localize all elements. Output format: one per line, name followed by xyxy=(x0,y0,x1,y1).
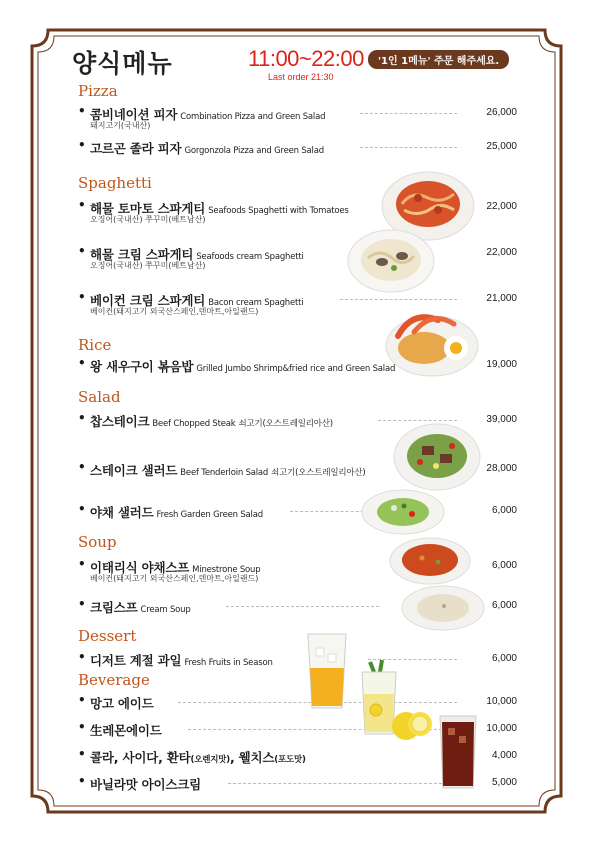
leader-dots xyxy=(228,783,457,784)
item-name-en: Gorgonzola Pizza and Green Salad xyxy=(184,146,324,156)
category-salad: Salad xyxy=(78,388,121,406)
item-origin: 오징어(국내산) 쭈꾸미(베트남산) xyxy=(90,261,206,270)
leader-dots xyxy=(360,147,457,148)
item-name: 왕 새우구이 볶음밥 xyxy=(90,359,194,374)
cola-photo xyxy=(438,712,478,790)
garden-salad-photo xyxy=(360,488,446,536)
last-order-time: Last order 21:30 xyxy=(268,72,334,82)
item-name-en: Beef Chopped Steak xyxy=(152,419,236,429)
item-name-en: Grilled Jumbo Shrimp&fried rice and Green Salad xyxy=(196,364,396,374)
steak-salad-photo xyxy=(392,422,482,492)
item-name: 디저트 계절 과일 xyxy=(90,653,182,668)
bullet-icon: • xyxy=(78,774,86,788)
order-notice-badge: '1인 1메뉴' 주문 해주세요. xyxy=(368,50,509,69)
shrimp-rice-photo xyxy=(384,306,480,378)
cream-soup-photo xyxy=(400,584,486,632)
bullet-icon: • xyxy=(78,411,86,425)
item-origin: 쇠고기(오스트레일리아산) xyxy=(271,468,366,478)
item-name: 크림스프 xyxy=(90,600,138,615)
item-price: 6,000 xyxy=(491,505,517,516)
item-origin: 쇠고기(오스트레일리아산) xyxy=(238,419,333,429)
item-name: 콤비네이션 피자 xyxy=(90,107,178,122)
bullet-icon: • xyxy=(78,138,86,152)
bullet-icon: • xyxy=(78,460,86,474)
item-name: 生레몬에이드 xyxy=(90,723,162,738)
item-price: 19,000 xyxy=(486,359,517,370)
item-price: 28,000 xyxy=(486,463,517,474)
category-spaghetti: Spaghetti xyxy=(78,174,152,192)
item-price: 6,000 xyxy=(491,560,517,571)
item-origin: 돼지고기(국내산) xyxy=(90,121,151,130)
category-dessert: Dessert xyxy=(78,627,137,645)
item-price: 10,000 xyxy=(486,723,517,734)
item-price: 6,000 xyxy=(491,600,517,611)
item-price: 22,000 xyxy=(486,247,517,258)
bullet-icon: • xyxy=(78,597,86,611)
mango-ade-photo xyxy=(304,628,350,712)
menu-item-combination-pizza xyxy=(78,104,517,130)
item-price: 10,000 xyxy=(486,696,517,707)
item-name-en: Fresh Garden Green Salad xyxy=(156,510,263,520)
item-name-en: Combination Pizza and Green Salad xyxy=(180,112,326,122)
leader-dots xyxy=(226,606,379,607)
item-price: 4,000 xyxy=(491,750,517,761)
business-hours: 11:00~22:00 xyxy=(248,46,364,71)
category-pizza: Pizza xyxy=(78,82,118,100)
item-price: 5,000 xyxy=(491,777,517,788)
item-name-welchs: , 웰치스 xyxy=(229,750,275,765)
item-price: 6,000 xyxy=(491,653,517,664)
item-name-en: Bacon cream Spaghetti xyxy=(208,298,304,308)
item-name-en: Cream Soup xyxy=(140,605,191,615)
bullet-icon: • xyxy=(78,650,86,664)
item-name-en: Fresh Fruits in Season xyxy=(184,658,273,668)
item-name: 스테이크 샐러드 xyxy=(90,463,178,478)
item-origin: 베이컨(돼지고기 외국산스페인,덴마트,아일랜드) xyxy=(90,574,259,583)
item-name-en: Minestrone Soup xyxy=(192,565,261,575)
item-price: 39,000 xyxy=(486,414,517,425)
item-price: 22,000 xyxy=(486,201,517,212)
item-price: 26,000 xyxy=(486,107,517,118)
item-name-en: Seafoods cream Spaghetti xyxy=(196,252,304,262)
item-name: 이태리식 야채스프 xyxy=(90,560,190,575)
lemon-photo xyxy=(390,704,434,744)
bullet-icon: • xyxy=(78,104,86,118)
leader-dots xyxy=(340,299,457,300)
bullet-icon: • xyxy=(78,557,86,571)
item-origin: 베이컨(돼지고기 외국산스페인,덴마트,아일랜드) xyxy=(90,307,259,316)
menu-item-garden-salad xyxy=(78,502,517,520)
leader-dots xyxy=(360,113,457,114)
item-flavor-orange: (오렌지맛) xyxy=(190,755,230,765)
bullet-icon: • xyxy=(78,356,86,370)
item-name: 해물 토마토 스파게티 xyxy=(90,201,206,216)
category-soup: Soup xyxy=(78,533,117,551)
menu-title: 양식메뉴 xyxy=(72,49,173,78)
bullet-icon: • xyxy=(78,502,86,516)
item-origin: 오징어(국내산) 쭈꾸미(베트남산) xyxy=(90,215,206,224)
bullet-icon: • xyxy=(78,198,86,212)
item-name: 해물 크림 스파게티 xyxy=(90,247,194,262)
item-name-en: Seafoods Spaghetti with Tomatoes xyxy=(208,206,349,216)
menu-item-dessert-fruit xyxy=(78,650,517,668)
item-name-en: Beef Tenderloin Salad xyxy=(180,468,269,478)
item-name: 콜라, 사이다, 환타 xyxy=(90,750,191,765)
minestrone-photo xyxy=(388,536,472,586)
item-name: 야채 샐러드 xyxy=(90,505,154,520)
item-name: 바닐라맛 아이스크림 xyxy=(90,777,202,792)
bullet-icon: • xyxy=(78,693,86,707)
item-price: 21,000 xyxy=(486,293,517,304)
bullet-icon: • xyxy=(78,290,86,304)
item-price: 25,000 xyxy=(486,141,517,152)
bullet-icon: • xyxy=(78,244,86,258)
menu-item-seafood-cream-spaghetti xyxy=(78,244,517,270)
cream-spaghetti-photo xyxy=(346,228,436,294)
category-rice: Rice xyxy=(78,336,112,354)
item-flavor-grape: (포도맛) xyxy=(274,755,306,765)
category-beverage: Beverage xyxy=(78,671,150,689)
item-name: 망고 에이드 xyxy=(90,696,154,711)
leader-dots xyxy=(378,420,457,421)
item-name: 찹스테이크 xyxy=(90,414,150,429)
item-name: 베이컨 크림 스파게티 xyxy=(90,293,206,308)
item-name: 고르곤 졸라 피자 xyxy=(90,141,182,156)
bullet-icon: • xyxy=(78,747,86,761)
menu-item-gorgonzola-pizza xyxy=(78,138,517,156)
bullet-icon: • xyxy=(78,720,86,734)
menu-item-mango-ade xyxy=(78,693,517,711)
